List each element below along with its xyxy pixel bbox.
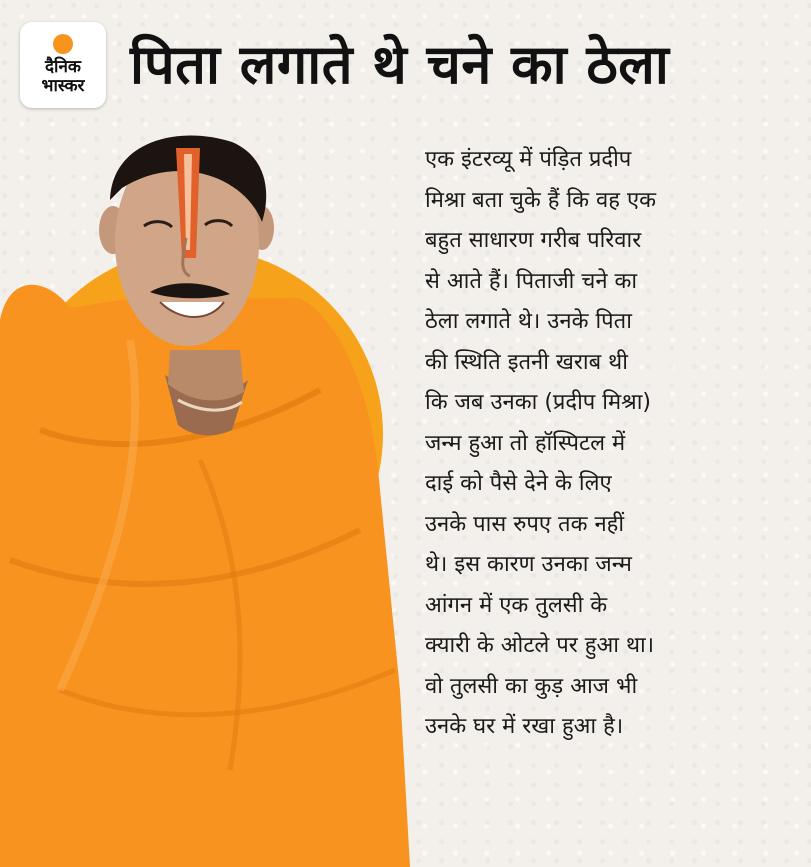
dainik-bhaskar-logo xyxy=(20,22,106,108)
body-line: वो तुलसी का कुड़ आज भी xyxy=(425,673,638,699)
body-line: क्यारी के ओटले पर हुआ था। xyxy=(425,633,655,658)
body-line: कि जब उनका (प्रदीप मिश्रा) xyxy=(425,390,652,415)
logo-text-line1: दैनिक xyxy=(45,57,81,77)
body-line: दाई को पैसे देने के लिए xyxy=(425,471,612,496)
sun-icon xyxy=(53,34,73,54)
body-line: जन्म हुआ तो हॉस्पिटल में xyxy=(425,430,626,456)
body-line: ठेला लगाते थे। उनके पिता xyxy=(425,309,632,334)
body-line: एक इंटरव्यू में पंड़ित प्रदीप xyxy=(425,147,632,172)
headline: पिता लगाते थे चने का ठेला xyxy=(130,33,670,96)
body-line: बहुत साधारण गरीब परिवार xyxy=(425,228,642,253)
body-line: मिश्रा बता चुके हैं कि वह एक xyxy=(425,187,657,213)
body-line: से आते हैं। पिताजी चने का xyxy=(425,268,638,294)
pradeep-mishra-portrait xyxy=(0,130,410,867)
body-line: उनके पास रुपए तक नहीं xyxy=(425,511,625,537)
body-line: की स्थिति इतनी खराब थी xyxy=(425,349,628,375)
logo-text-line2: भास्कर xyxy=(41,76,85,96)
body-line: उनके घर में रखा हुआ है। xyxy=(425,714,624,739)
article-body xyxy=(425,140,805,748)
body-line: थे। इस कारण उनका जन्म xyxy=(425,552,632,577)
body-line: आंगन में एक तुलसी के xyxy=(425,592,608,618)
